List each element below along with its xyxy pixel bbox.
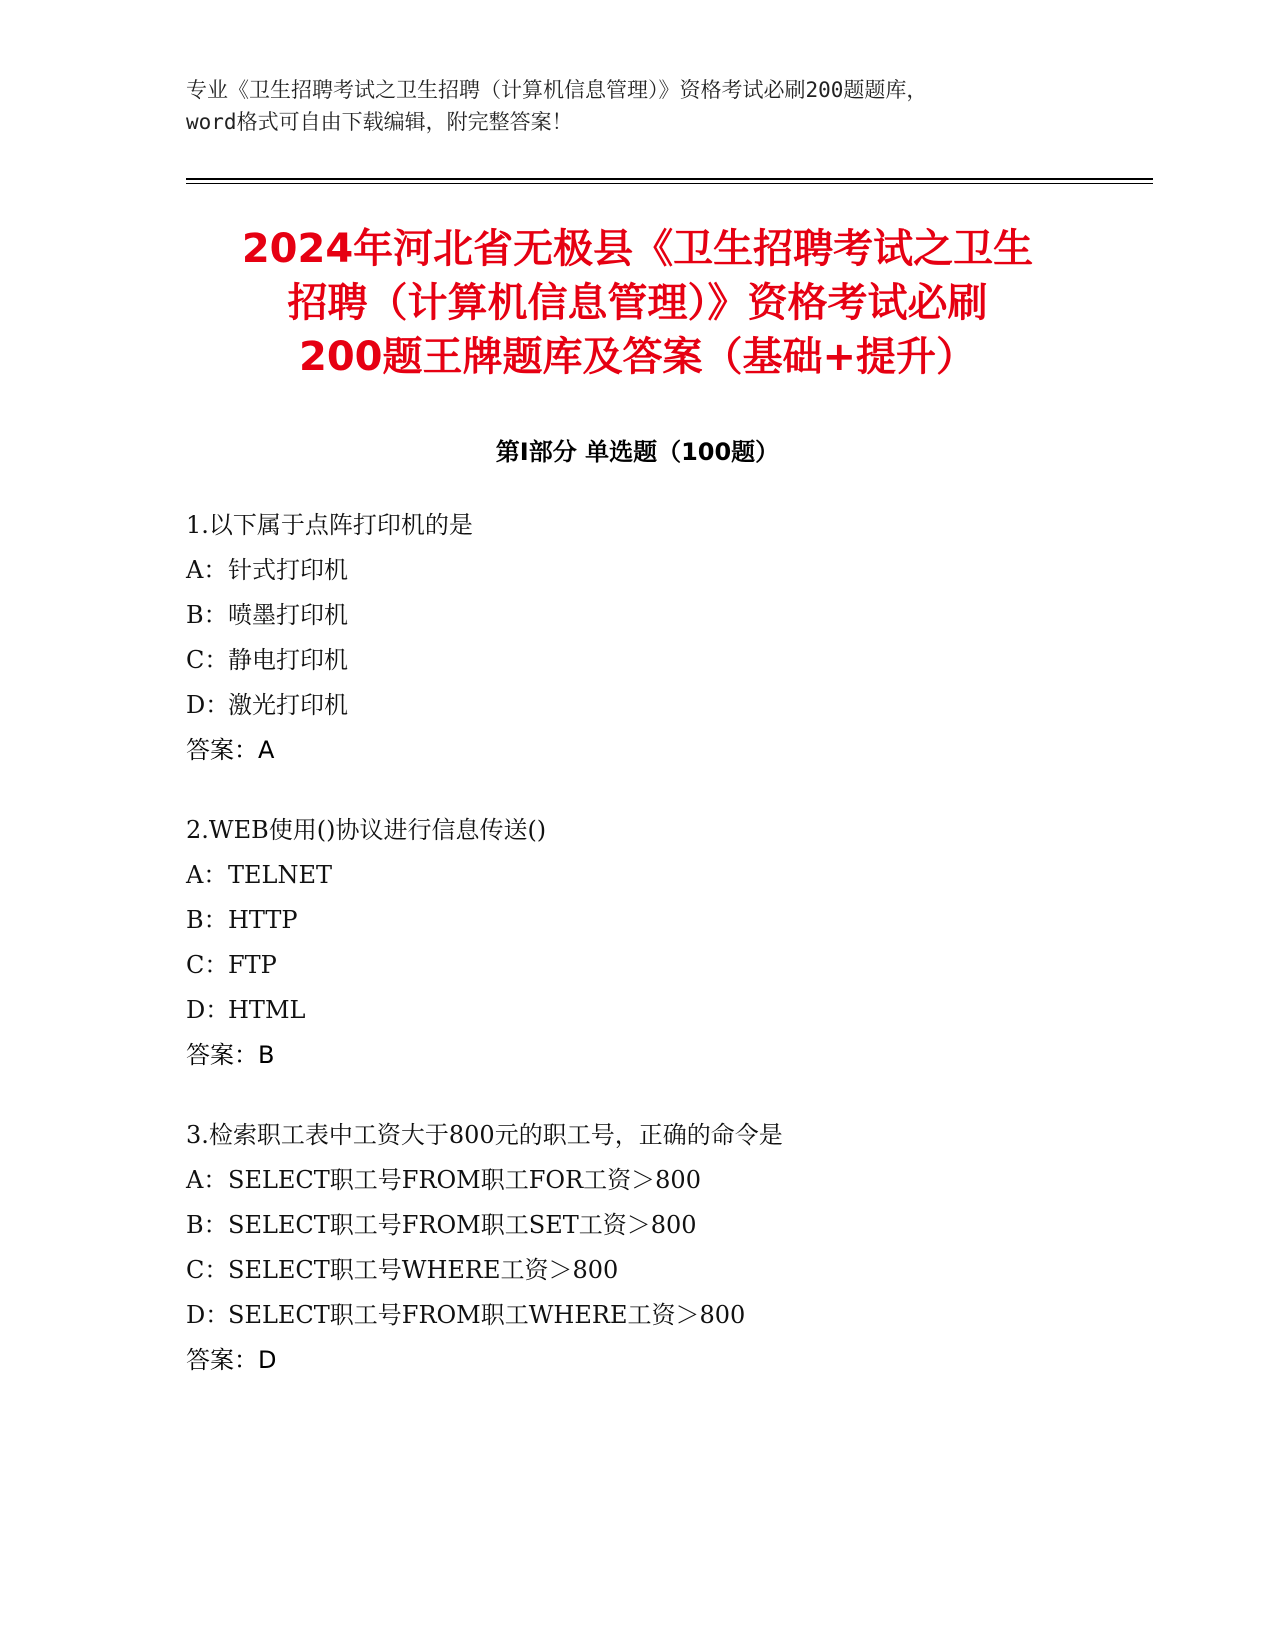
title-line: 200题王牌题库及答案（基础+提升） [298,334,976,380]
option-d [186,1293,1186,1338]
section-heading: 第Ⅰ部分 单选题（100题） [495,438,780,466]
option-letter: B： [186,1211,228,1239]
question-3 [186,1113,1186,1383]
header-note [186,74,1086,138]
question-1 [186,503,1186,773]
option-text: SELECT职工号WHERE工资＞800 [228,1256,619,1284]
title-line: 2024年河北省无极县《卫生招聘考试之卫生 [241,226,1034,272]
header-divider [186,178,1153,180]
document-title [150,222,1125,384]
option-text: HTTP [228,906,298,934]
question-2 [186,808,1186,1078]
option-a [186,548,1186,593]
option-b [186,1203,1186,1248]
option-letter: D： [186,1301,230,1329]
answer-value: B [258,1041,275,1069]
option-text: SELECT职工号FROM职工WHERE工资＞800 [228,1301,746,1329]
option-letter: C： [186,1256,229,1284]
option-letter: C： [186,646,229,674]
option-text: SELECT职工号FROM职工FOR工资＞800 [228,1166,701,1194]
answer-value: D [258,1346,277,1374]
option-text: 静电打印机 [228,646,348,674]
option-letter: C： [186,951,229,979]
answer-label: 答案： [186,1346,258,1374]
option-text: FTP [228,951,277,979]
header-note-line: word格式可自由下载编辑，附完整答案！ [186,110,573,134]
answer-label: 答案： [186,1041,258,1069]
option-a [186,853,1186,898]
option-b [186,898,1186,943]
option-text: HTML [228,996,306,1024]
option-c [186,1248,1186,1293]
option-c [186,943,1186,988]
question-stem: 1.以下属于点阵打印机的是 [186,511,473,539]
option-letter: B： [186,906,228,934]
option-b [186,593,1186,638]
option-text: 针式打印机 [228,556,348,584]
answer-value: A [258,736,275,764]
option-text: SELECT职工号FROM职工SET工资＞800 [228,1211,697,1239]
question-stem: 3.检索职工表中工资大于800元的职工号，正确的命令是 [186,1121,783,1149]
header-divider [186,183,1153,184]
option-letter: A： [186,861,228,889]
option-letter: D： [186,691,230,719]
header-note-line: 专业《卫生招聘考试之卫生招聘（计算机信息管理）》资格考试必刷200题题库， [186,78,928,102]
option-letter: A： [186,556,228,584]
title-line: 招聘（计算机信息管理）》资格考试必刷 [287,280,988,326]
option-text: 激光打印机 [228,691,348,719]
question-stem: 2.WEB使用()协议进行信息传送() [186,816,547,844]
option-letter: D： [186,996,230,1024]
answer [186,728,1186,773]
answer [186,1338,1186,1383]
option-d [186,683,1186,728]
option-d [186,988,1186,1033]
answer [186,1033,1186,1078]
option-c [186,638,1186,683]
option-text: 喷墨打印机 [228,601,348,629]
option-a [186,1158,1186,1203]
option-letter: B： [186,601,228,629]
option-text: TELNET [228,861,332,889]
answer-label: 答案： [186,736,258,764]
option-letter: A： [186,1166,228,1194]
